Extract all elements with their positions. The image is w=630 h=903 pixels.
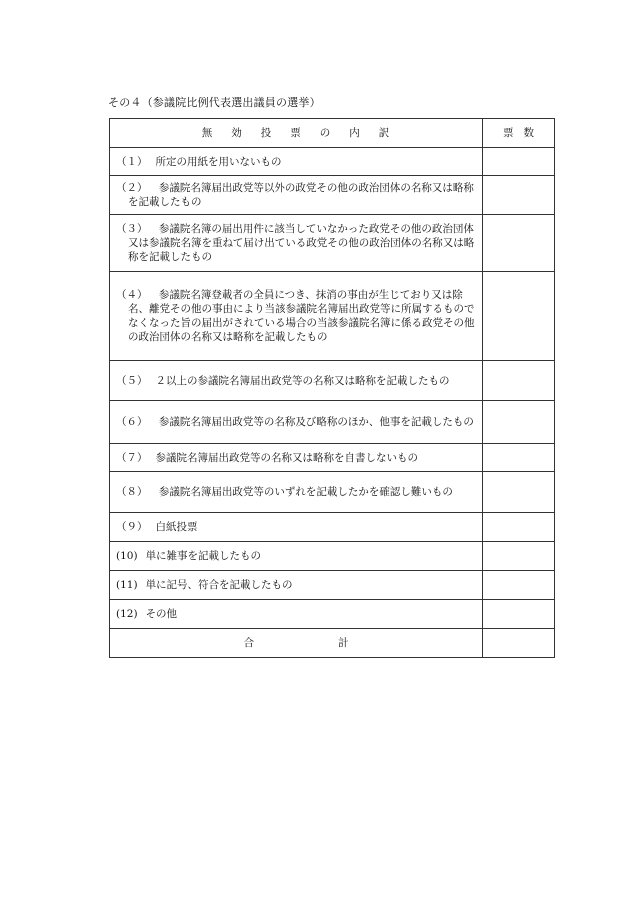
table-row [110,444,555,472]
item-cell [110,600,483,629]
vote-count-cell[interactable] [483,444,555,472]
item-cell [110,401,483,444]
header-char: 無 [201,127,214,139]
header-char: の [319,127,332,139]
vote-count-cell[interactable] [483,215,555,272]
table-row [110,472,555,513]
item-text: 白紙投票 [155,521,198,533]
table-row [110,215,555,272]
item-text: その他 [145,608,178,620]
header-count [483,119,555,148]
table-row [110,176,555,215]
item-cell [110,444,483,472]
header-char: 投 [260,127,273,139]
item-text: 参議院名簿届出政党等以外の政党その他の政治団体の名称又は略称を記載したもの [128,182,474,208]
invalid-votes-table [109,118,555,658]
table-row [110,513,555,542]
item-number: (11) [116,579,138,591]
item-text: 参議院名簿の届出用件に該当していなかった政党その他の政治団体又は参議院名簿を重ねて届け出ている政党その他の政治団体の名称又は略称を記載したもの [128,223,475,263]
item-text: 参議院名簿届出政党等の名称又は略称を自書しないもの [155,451,418,464]
item-cell [110,215,483,272]
vote-count-cell[interactable] [483,472,555,513]
table-row [110,542,555,571]
table-row [110,272,555,361]
item-number: (12) [116,608,138,620]
table-row [110,361,555,401]
item-number: （６） [116,416,148,428]
vote-count-cell[interactable] [483,272,555,361]
vote-count-cell[interactable] [483,176,555,215]
item-number: （３） [116,223,148,235]
item-text: ２以上の参議院名簿届出政党等の名称又は略称を記載したもの [155,374,450,387]
item-cell [110,513,483,542]
item-number: （１） [116,155,148,168]
header-char: 票 [290,127,302,139]
header-char: 効 [231,127,243,139]
item-number: （７） [116,451,148,464]
table-row [110,148,555,176]
item-number: （４） [116,289,148,301]
item-text: 参議院名簿登載者の全員につき、抹消の事由が生じており又は除名、離党その他の事由により当該参議院名簿届出政党等に所属するものでなくなった旨の届出がされている場合の当該参議院名簿に係る政党その他の政治団体の名称又は略称を記載したもの [128,289,475,343]
vote-count-cell[interactable] [483,600,555,629]
vote-count-cell[interactable] [483,361,555,401]
vote-count-cell[interactable] [483,571,555,600]
item-text: 参議院名簿届出政党等の名称及び略称のほか、他事を記載したもの [158,416,474,428]
item-cell [110,272,483,361]
total-char: 合 [243,637,254,649]
table-row [110,401,555,444]
item-cell [110,148,483,176]
total-count-cell[interactable] [483,629,555,658]
table-row [110,571,555,600]
item-cell [110,472,483,513]
total-label-cell [110,629,483,658]
table-row [110,600,555,629]
item-cell [110,176,483,215]
header-content [110,119,483,148]
table-header-row [110,119,555,148]
item-number: （８） [116,486,148,498]
item-cell [110,542,483,571]
item-text: 参議院名簿届出政党等のいずれを記載したかを確認し難いもの [158,486,453,498]
header-char: 内 [349,127,361,139]
item-text: 単に記号、符合を記載したもの [145,579,293,591]
item-number: （９） [116,521,148,533]
vote-count-cell[interactable] [483,513,555,542]
vote-count-cell[interactable] [483,148,555,176]
header-count-char: 数 [523,127,534,139]
total-row [110,629,555,658]
item-cell [110,571,483,600]
item-text: 所定の用紙を用いないもの [155,155,282,168]
header-char: 訳 [378,127,391,139]
vote-count-cell[interactable] [483,401,555,444]
header-count-char: 票 [503,127,514,139]
total-char: 計 [338,637,349,649]
vote-count-cell[interactable] [483,542,555,571]
item-text: 単に雑事を記載したもの [145,550,262,562]
page-title: その４（参議院比例代表選出議員の選挙） [108,96,321,109]
item-number: （５） [116,374,148,387]
item-number: (10) [116,550,138,562]
item-number: （２） [116,182,148,194]
item-cell [110,361,483,401]
